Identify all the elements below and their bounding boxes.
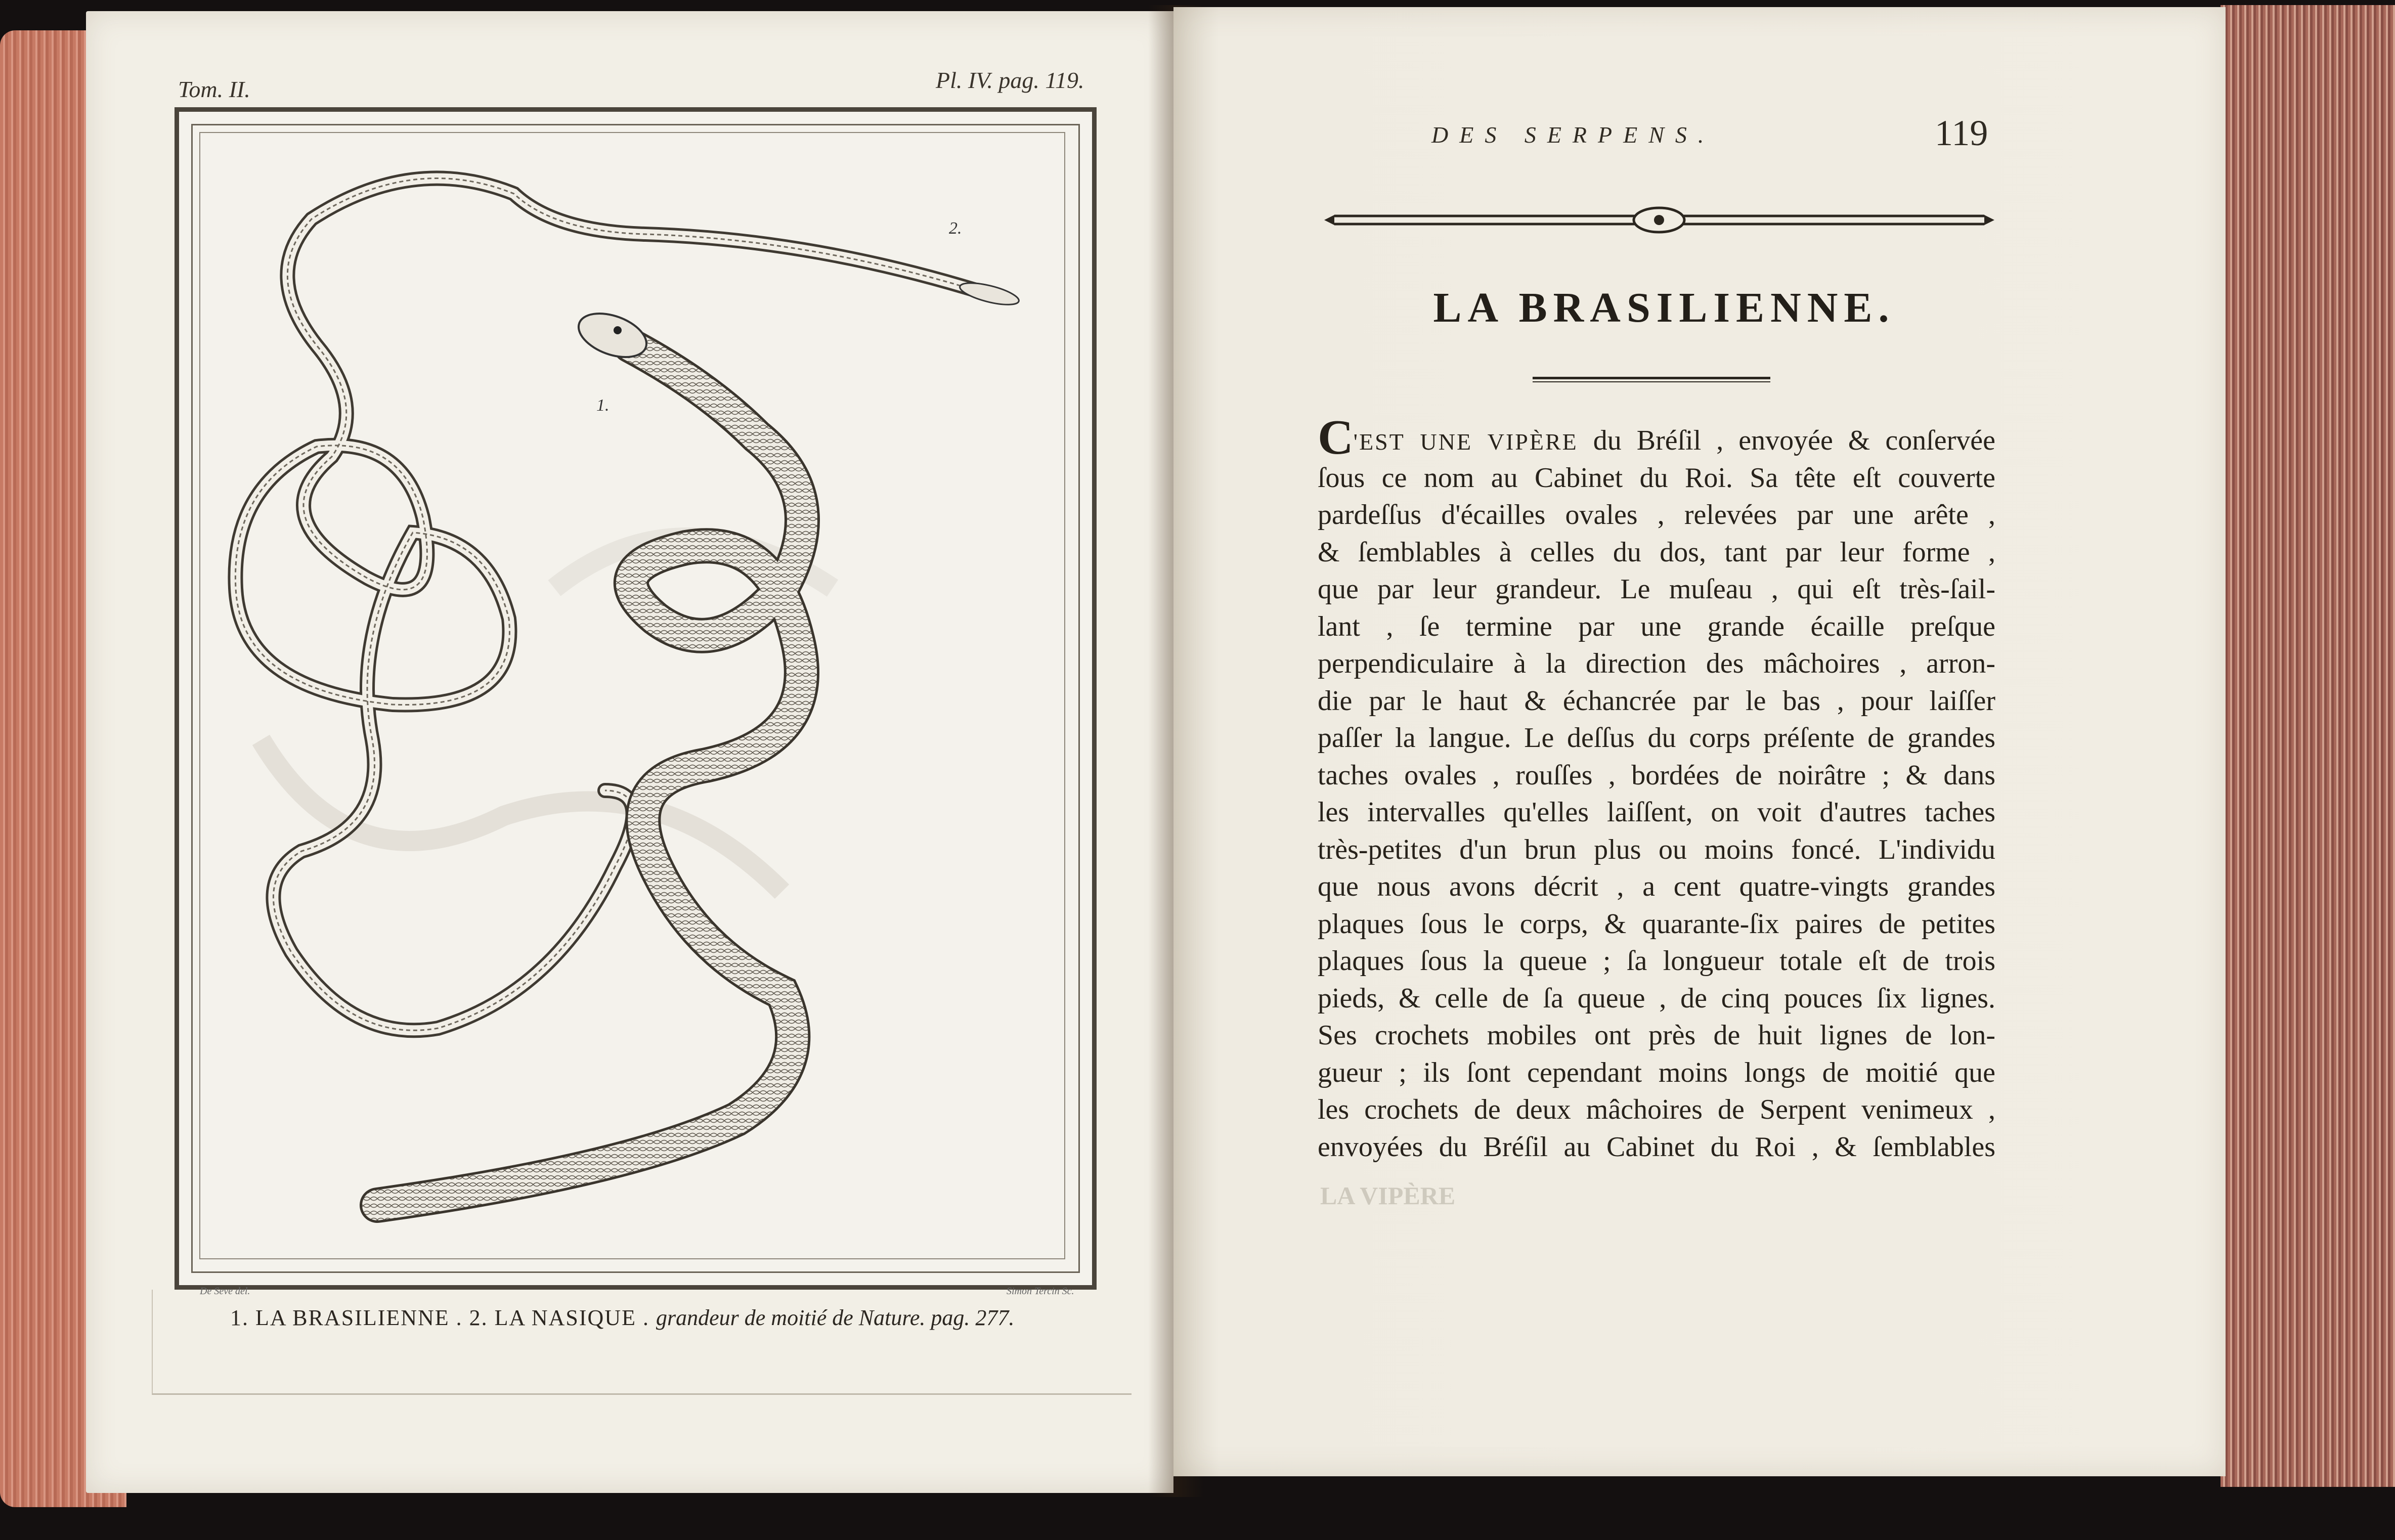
text-line: pardeſſus d'écailles ovales , relevées par une arête ,	[1318, 499, 1995, 531]
engraver-credit-right: Simon Tercin Sc.	[1007, 1286, 1074, 1297]
text-line: pieds, & celle de ſa queue , de cinq pouces ſix lignes.	[1318, 982, 1995, 1014]
text-line: que par leur grandeur. Le muſeau , qui eſt très-ſail-	[1318, 574, 1995, 605]
showthrough-text: LA VIPÈRE	[1320, 1181, 1456, 1210]
text-line: Ses crochets mobiles ont près de huit lignes de lon-	[1318, 1020, 1995, 1051]
text-line: ſous ce nom au Cabinet du Roi. Sa tête eſt couverte	[1318, 462, 1995, 494]
text-line: plaques ſous le corps, & quarante-ſix paires de petites	[1318, 908, 1995, 940]
text-line: & ſemblables à celles du dos, tant par leur forme ,	[1318, 536, 1995, 568]
snake-nasique	[235, 179, 974, 1031]
text-line: très-petites d'un brun plus ou moins foncé. L'individu	[1318, 833, 1995, 865]
page-edges-right	[2220, 5, 2395, 1487]
opening-smallcaps: 'EST UNE VIPÈRE	[1353, 429, 1578, 455]
text-line-first	[1318, 410, 1995, 465]
text-line: les intervalles qu'elles laiſſent, on voit d'autres taches	[1318, 797, 1995, 828]
plate-reference: Pl. IV. pag. 119.	[936, 67, 1084, 93]
snake-engraving	[200, 133, 1064, 1258]
text-line: envoyées du Bréſil au Cabinet du Roi , & ſemblables	[1318, 1131, 1995, 1163]
article-title: LA BRASILIENNE.	[1433, 284, 1895, 331]
figure-number-1: 1.	[596, 396, 609, 415]
drop-capital: C	[1318, 410, 1354, 465]
caption-scale: grandeur de moitié de Nature. pag. 277.	[656, 1305, 1015, 1330]
tome-label: Tom. II.	[178, 76, 250, 102]
plate-image-area	[199, 132, 1065, 1259]
text-line: die par le haut & échancrée par le bas , pour laiſſer	[1318, 685, 1995, 717]
caption-names: 1. LA BRASILIENNE . 2. LA NASIQUE .	[230, 1305, 649, 1330]
title-rule	[1533, 377, 1770, 382]
plate-impression-edge	[152, 1290, 1131, 1395]
text-line: gueur ; ils ſont cependant moins longs de moitié que	[1318, 1057, 1995, 1088]
ornamental-rule	[1324, 205, 1994, 235]
text-line: taches ovales , rouſſes , bordées de noirâtre ; & dans	[1318, 759, 1995, 791]
text-line: que nous avons décrit , a cent quatre-vingts grandes	[1318, 871, 1995, 902]
figure-number-2: 2.	[949, 219, 962, 238]
page-number: 119	[1935, 113, 1988, 153]
text-line: perpendiculaire à la direction des mâchoires , arron-	[1318, 648, 1995, 679]
engraved-plate	[175, 107, 1097, 1290]
engraver-credit-left: De Seve del.	[200, 1286, 250, 1297]
text-line: les crochets de deux mâchoires de Serpent venimeux ,	[1318, 1094, 1995, 1125]
text-line: paſſer la langue. Le deſſus du corps préſente de grandes	[1318, 722, 1995, 754]
text-line: plaques ſous la queue ; ſa longueur totale eſt de trois	[1318, 945, 1995, 977]
snake-brasilienne	[377, 345, 802, 1205]
running-head: DES SERPENS.	[1431, 122, 1715, 148]
body-text	[1318, 410, 1995, 1166]
text-line: lant , ſe termine par une grande écaille preſque	[1318, 610, 1995, 642]
first-line-rest: du Bréſil , envoyée & conſervée	[1593, 425, 1995, 456]
